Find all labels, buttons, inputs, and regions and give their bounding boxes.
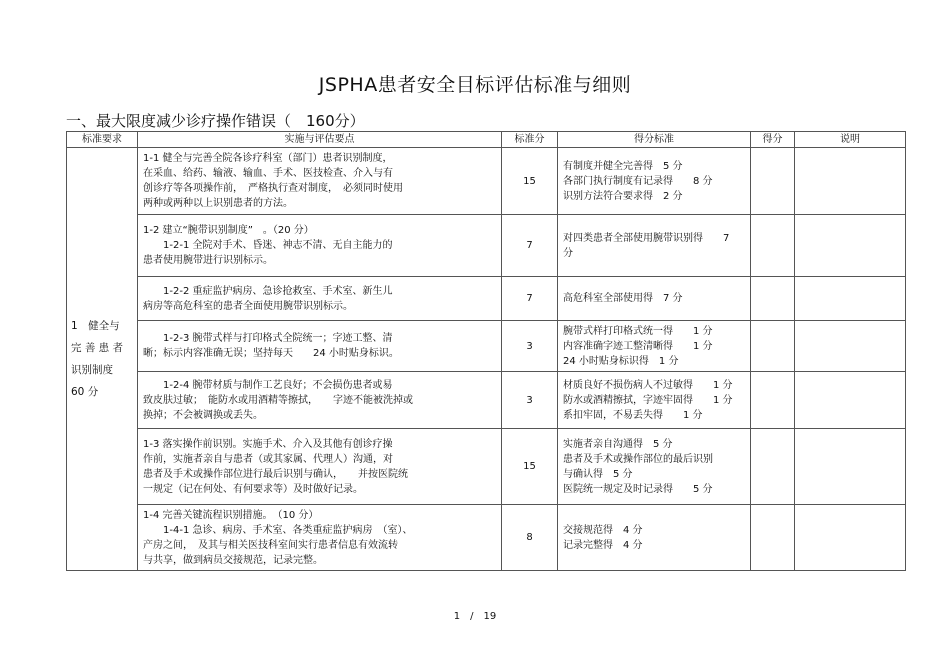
- section-title: 一、最大限度减少诊疗操作错误（ 160分）: [66, 112, 365, 130]
- got-cell: [751, 505, 795, 571]
- table-row: [67, 215, 906, 277]
- table-row: [67, 429, 906, 505]
- got-cell: [751, 148, 795, 215]
- table-header-row: [67, 132, 906, 148]
- header-criteria: 得分标准: [558, 132, 751, 148]
- note-cell: [795, 148, 906, 215]
- criteria-cell: 腕带式样打印格式统一得 1 分 内容准确字迹工整清晰得 1 分 24 小时贴身标识得 1 分: [558, 321, 751, 372]
- document-title: JSPHA患者安全目标评估标准与细则: [318, 74, 632, 96]
- content-cell: 1-2 建立“腕带识别制度” 。（20 分） 1-2-1 全院对手术、昏迷、神志不清、无自主能力的 患者使用腕带进行识别标示。: [138, 215, 502, 277]
- content-cell: 1-2-2 重症监护病房、急诊抢救室、手术室、新生儿 病房等高危科室的患者全面使用腕带识别标示。: [138, 277, 502, 321]
- score-cell: 8: [502, 505, 558, 571]
- content-cell: 1-4 完善关键流程识别措施。 （10 分） 1-4-1 急诊、病房、手术室、各类重症监护病房 （室）、 产房之间， 及其与相关医技科室间实行患者信息有效流转 与共享，做到病员交接规范，记录完整。: [138, 505, 502, 571]
- note-cell: [795, 321, 906, 372]
- criteria-cell: 材质良好不损伤病人不过敏得 1 分 防水或酒精擦拭，字迹牢固得 1 分 系扣牢固，不易丢失得 1 分: [558, 372, 751, 429]
- table-row: [67, 277, 906, 321]
- criteria-cell: 有制度并健全完善得 5 分 各部门执行制度有记录得 8 分 识别方法符合要求得 2 分: [558, 148, 751, 215]
- criteria-cell: 交接规范得 4 分 记录完整得 4 分: [558, 505, 751, 571]
- got-cell: [751, 321, 795, 372]
- header-got: 得分: [751, 132, 795, 148]
- score-cell: 3: [502, 372, 558, 429]
- score-cell: 7: [502, 277, 558, 321]
- criteria-cell: 对四类患者全部使用腕带识别得 7 分: [558, 215, 751, 277]
- criteria-cell: 实施者亲自沟通得 5 分 患者及手术或操作部位的最后识别 与确认得 5 分 医院统一规定及时记录得 5 分: [558, 429, 751, 505]
- note-cell: [795, 215, 906, 277]
- header-note: 说明: [795, 132, 906, 148]
- score-cell: 15: [502, 148, 558, 215]
- header-requirement: 标准要求: [67, 132, 138, 148]
- content-cell: 1-2-3 腕带式样与打印格式全院统一；字迹工整、清 晰；标示内容准确无误；坚持每天 24 小时贴身标识。: [138, 321, 502, 372]
- note-cell: [795, 505, 906, 571]
- criteria-cell: 高危科室全部使用得 7 分: [558, 277, 751, 321]
- note-cell: [795, 372, 906, 429]
- table-row: [67, 148, 906, 215]
- score-cell: 3: [502, 321, 558, 372]
- page-number: 1 / 19: [453, 611, 497, 622]
- table-row: [67, 321, 906, 372]
- evaluation-table: [66, 131, 906, 571]
- table-row: [67, 505, 906, 571]
- header-content: 实施与评估要点: [138, 132, 502, 148]
- got-cell: [751, 372, 795, 429]
- got-cell: [751, 429, 795, 505]
- got-cell: [751, 277, 795, 321]
- content-cell: 1-2-4 腕带材质与制作工艺良好；不会损伤患者或易 致皮肤过敏； 能防水或用酒精等擦拭， 字迹不能被洗掉或 换掉；不会被调换或丢失。: [138, 372, 502, 429]
- header-score: 标准分: [502, 132, 558, 148]
- content-cell: 1-1 健全与完善全院各诊疗科室（部门）患者识别制度， 在采血、给药、输液、输血、手术、医技检查、介入与有 创诊疗等各项操作前， 严格执行查对制度， 必须同时使用 两种或两种以上识别患者的方法。: [138, 148, 502, 215]
- table-row: [67, 372, 906, 429]
- score-cell: 15: [502, 429, 558, 505]
- requirement-cell: 1 健全与 完 善 患 者 识别制度 60 分: [67, 148, 138, 571]
- note-cell: [795, 277, 906, 321]
- note-cell: [795, 429, 906, 505]
- got-cell: [751, 215, 795, 277]
- score-cell: 7: [502, 215, 558, 277]
- content-cell: 1-3 落实操作前识别。实施手术、介入及其他有创诊疗操 作前，实施者亲自与患者（或其家属、代理人）沟通，对 患者及手术或操作部位进行最后识别与确认， 并按医院统 一规定（记在何处、有何要求等）及时做好记录。: [138, 429, 502, 505]
